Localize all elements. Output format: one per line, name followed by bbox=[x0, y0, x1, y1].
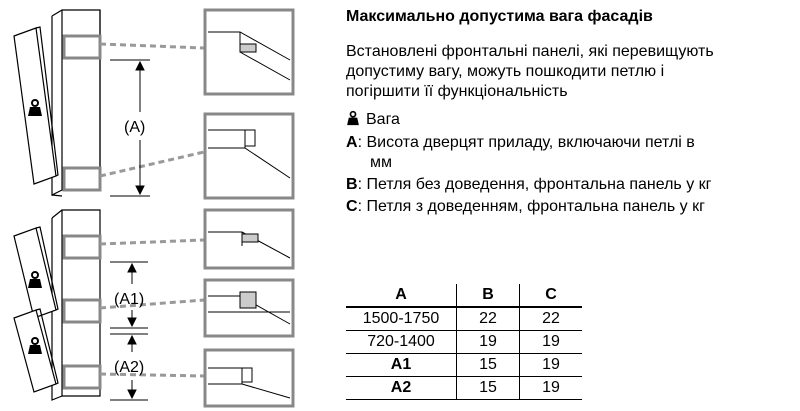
table-cell: 19 bbox=[520, 377, 583, 400]
legend-c-text: Петля з доведенням, фронтальна панель у кг bbox=[366, 198, 705, 215]
two-door-appliance bbox=[14, 210, 100, 400]
table-row bbox=[346, 354, 582, 377]
intro-line: погіршити її функціональність bbox=[346, 83, 568, 100]
table-header: C bbox=[520, 284, 583, 307]
legend-a-key: A bbox=[346, 134, 358, 151]
dimension-a1-label: (A1) bbox=[114, 291, 145, 308]
table-row bbox=[346, 331, 582, 354]
dimension-a2-label: (A2) bbox=[114, 359, 145, 376]
table-header: A bbox=[346, 284, 457, 307]
hinge-illustration bbox=[0, 0, 340, 411]
weight-icon bbox=[346, 110, 360, 126]
intro-line: Встановлені фронтальні панелі, які перевищують bbox=[346, 43, 714, 60]
table-cell: 19 bbox=[520, 331, 583, 354]
table-header: B bbox=[457, 284, 520, 307]
legend-a-text: Висота дверцят приладу, включаючи петлі в bbox=[366, 134, 695, 151]
table-cell: A1 bbox=[346, 354, 457, 377]
legend-c: C: Петля з доведенням, фронтальна панель у кг bbox=[346, 198, 705, 215]
dimension-a-label: (A) bbox=[124, 119, 146, 136]
legend-b-key: B bbox=[346, 176, 358, 193]
table-cell: 19 bbox=[457, 331, 520, 354]
intro-line: допустиму вагу, можуть пошкодити петлю і bbox=[346, 63, 665, 80]
table-cell: A2 bbox=[346, 377, 457, 400]
legend-b: B: Петля без доведення, фронтальна панель у кг bbox=[346, 176, 712, 193]
weight-table bbox=[346, 284, 582, 400]
hinge-detail-3 bbox=[205, 210, 293, 268]
legend-b-text: Петля без доведення, фронтальна панель у кг bbox=[366, 176, 712, 193]
hinge-detail-4 bbox=[205, 280, 293, 336]
intro-paragraph bbox=[346, 42, 714, 102]
legend-c-key: C bbox=[346, 198, 358, 215]
table-row bbox=[346, 377, 582, 400]
legend-weight-label: Вага bbox=[366, 111, 400, 128]
hinge-detail-1 bbox=[205, 10, 293, 94]
table-cell: 15 bbox=[457, 377, 520, 400]
legend-weight bbox=[346, 110, 400, 130]
table-cell: 15 bbox=[457, 354, 520, 377]
table-cell: 22 bbox=[520, 307, 583, 331]
table-row bbox=[346, 307, 582, 331]
legend-a: A: Висота дверцят приладу, включаючи петлі в мм bbox=[346, 134, 695, 171]
section-heading: Максимально допустима вага фасадів bbox=[346, 8, 653, 25]
table-cell: 1500-1750 bbox=[346, 307, 457, 331]
hinge-detail-2 bbox=[205, 114, 293, 198]
table-cell: 22 bbox=[457, 307, 520, 331]
table-cell: 19 bbox=[520, 354, 583, 377]
hinge-detail-5 bbox=[205, 350, 293, 406]
table-header-row bbox=[346, 284, 582, 307]
legend-a-text-cont: мм bbox=[370, 154, 392, 171]
table-cell: 720-1400 bbox=[346, 331, 457, 354]
